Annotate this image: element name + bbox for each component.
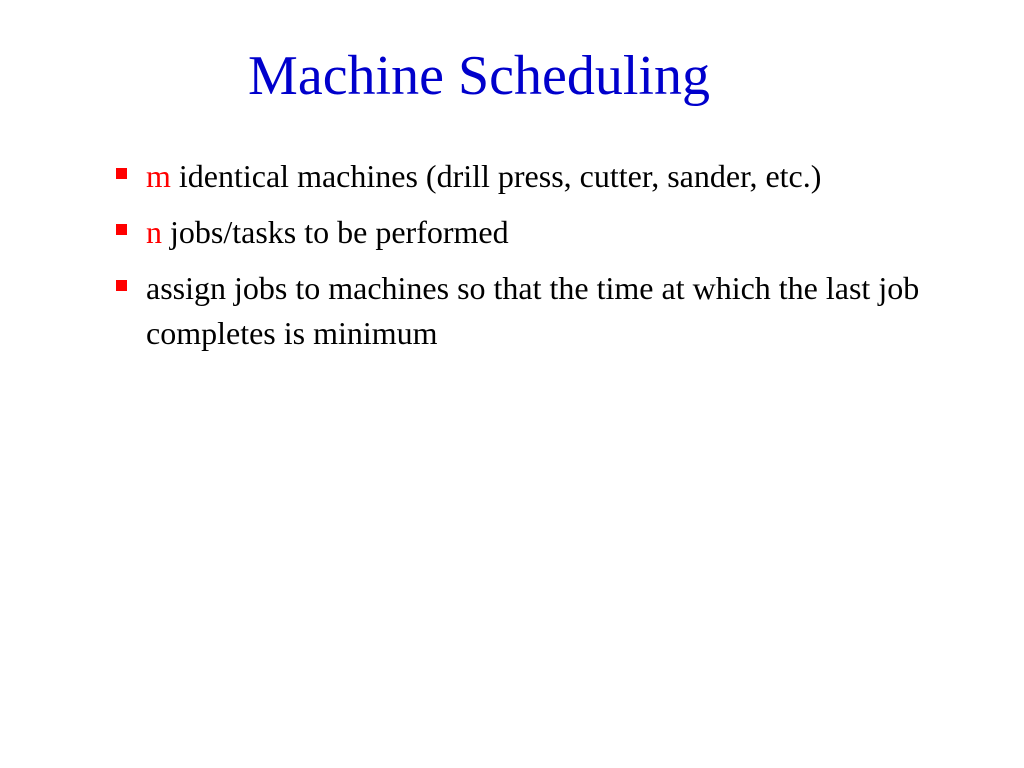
- bullet-text: assign jobs to machines so that the time at which the last job completes is minimum: [146, 270, 920, 351]
- bullet-item-2: [112, 210, 932, 255]
- bullet-item-3: [112, 266, 932, 356]
- square-bullet-icon: [116, 168, 127, 179]
- square-bullet-icon: [116, 280, 127, 291]
- bullet-item-1: [112, 154, 932, 199]
- bullet-text: identical machines (drill press, cutter, sander, etc.): [170, 158, 822, 194]
- bullet-variable: n: [146, 214, 162, 250]
- square-bullet-icon: [116, 224, 127, 235]
- bullet-text: jobs/tasks to be performed: [162, 214, 509, 250]
- slide-title: Machine Scheduling: [248, 45, 710, 107]
- bullet-variable: m: [146, 158, 171, 194]
- bullet-list: [112, 154, 932, 367]
